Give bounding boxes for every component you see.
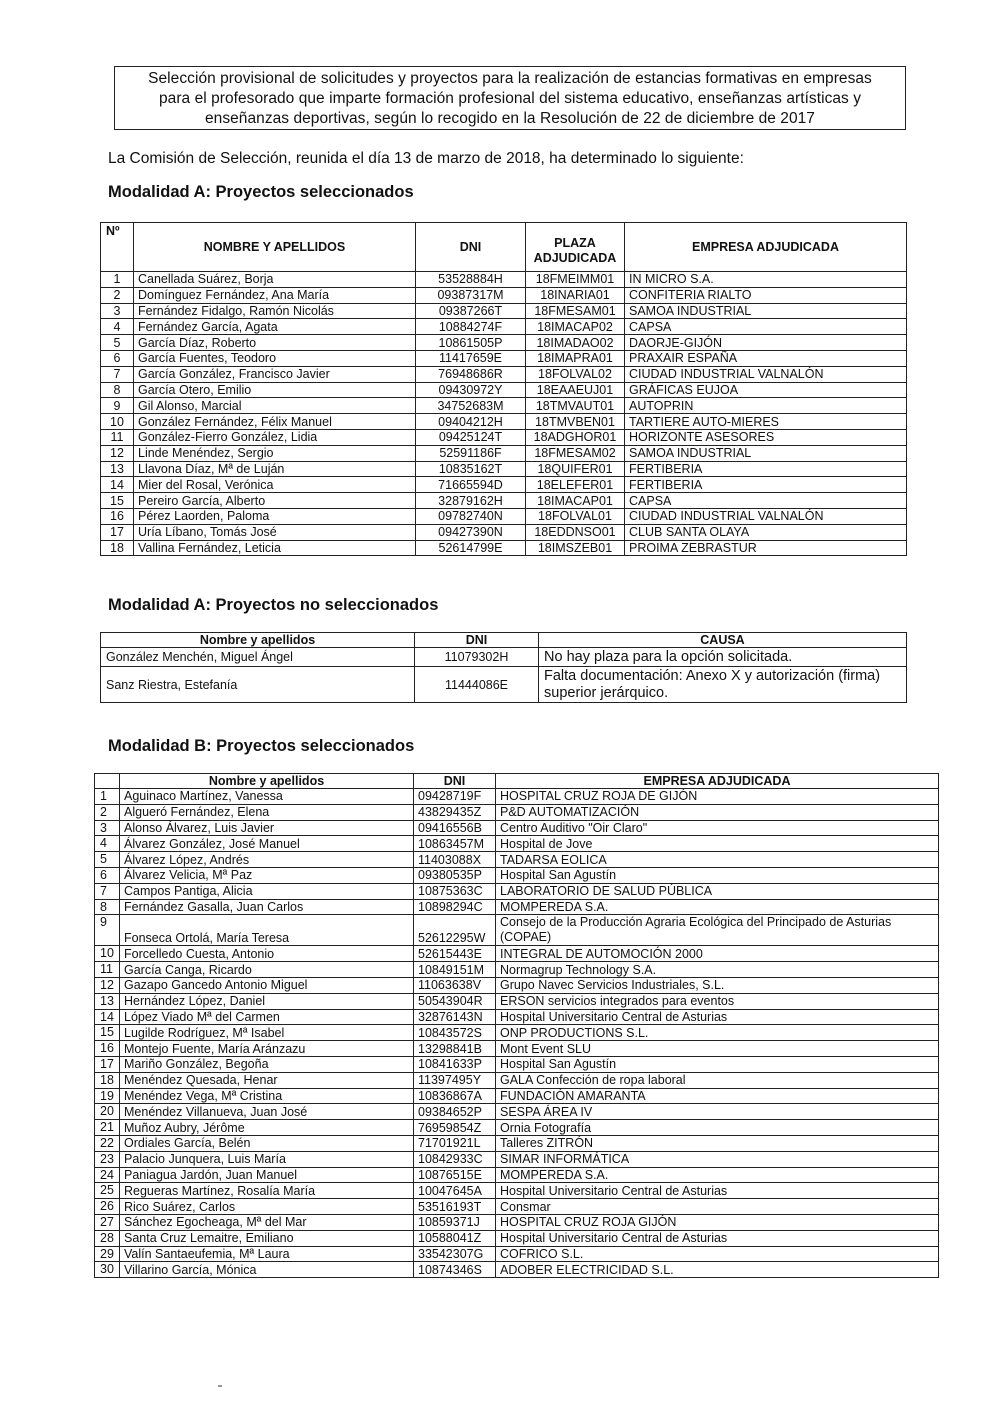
cell-no: 16 — [95, 1041, 120, 1057]
cell-dni: 10859371J — [414, 1214, 496, 1230]
cell-nombre: Álvarez López, Andrés — [120, 852, 414, 868]
cell-nombre: Montejo Fuente, María Aránzazu — [120, 1041, 414, 1057]
cell-empresa: SESPA ÁREA IV — [496, 1104, 939, 1120]
cell-dni: 10849151M — [414, 962, 496, 978]
cell-empresa: Hospital San Agustín — [496, 1056, 939, 1072]
cell-empresa: MOMPEREDA S.A. — [496, 1167, 939, 1183]
table-row — [95, 1262, 939, 1278]
cell-dni: 09428719F — [414, 789, 496, 805]
cell-dni: 32879162H — [416, 493, 526, 509]
cell-nombre: Gazapo Gancedo Antonio Miguel — [120, 977, 414, 993]
cell-empresa: Hospital Universitario Central de Asturias — [496, 1009, 939, 1025]
cell-no: 1 — [101, 272, 134, 288]
title-line-1: Selección provisional de solicitudes y proyectos para la realización de estancias formativas en empresas — [148, 70, 872, 87]
scan-artifact — [218, 1385, 222, 1387]
cell-nombre: Vallina Fernández, Leticia — [134, 540, 416, 556]
cell-nombre: Menéndez Villanueva, Juan José — [120, 1104, 414, 1120]
cell-no: 15 — [101, 493, 134, 509]
cell-no: 14 — [95, 1009, 120, 1025]
table-row — [101, 477, 907, 493]
cell-plaza: 18TMVAUT01 — [526, 398, 625, 414]
cell-nombre: Pérez Laorden, Paloma — [134, 508, 416, 524]
cell-empresa: COFRICO S.L. — [496, 1246, 939, 1262]
col-header-dni: DNI — [416, 223, 526, 272]
cell-no: 13 — [101, 461, 134, 477]
cell-dni: 71665594D — [416, 477, 526, 493]
cell-empresa: ERSON servicios integrados para eventos — [496, 993, 939, 1009]
cell-empresa: P&D AUTOMATIZACIÓN — [496, 804, 939, 820]
cell-dni: 11079302H — [415, 648, 539, 667]
cell-empresa: SAMOA INDUSTRIAL — [625, 303, 907, 319]
cell-empresa: DAORJE-GIJÓN — [625, 335, 907, 351]
cell-nombre: Santa Cruz Lemaitre, Emiliano — [120, 1230, 414, 1246]
cell-nombre: García Otero, Emilio — [134, 382, 416, 398]
cell-empresa: INTEGRAL DE AUTOMOCIÓN 2000 — [496, 946, 939, 962]
cell-plaza: 18IMSZEB01 — [526, 540, 625, 556]
cell-nombre: Uría Líbano, Tomás José — [134, 524, 416, 540]
col-header-no: Nº — [101, 223, 134, 272]
cell-nombre: Mier del Rosal, Verónica — [134, 477, 416, 493]
cell-no: 27 — [95, 1214, 120, 1230]
cell-dni: 33542307G — [414, 1246, 496, 1262]
cell-nombre: González-Fierro González, Lidia — [134, 429, 416, 445]
cell-dni: 76948686R — [416, 366, 526, 382]
cell-dni: 53528884H — [416, 272, 526, 288]
cell-plaza: 18IMACAP01 — [526, 493, 625, 509]
cell-empresa: Talleres ZITRÓN — [496, 1135, 939, 1151]
cell-dni: 10863457M — [414, 836, 496, 852]
cell-empresa: LABORATORIO DE SALUD PÚBLICA — [496, 883, 939, 899]
cell-no: 10 — [101, 414, 134, 430]
cell-nombre: Álvarez González, José Manuel — [120, 836, 414, 852]
cell-dni: 11417659E — [416, 350, 526, 366]
table-row — [101, 366, 907, 382]
cell-empresa: CAPSA — [625, 493, 907, 509]
cell-empresa: HORIZONTE ASESORES — [625, 429, 907, 445]
cell-no: 30 — [95, 1262, 120, 1278]
cell-empresa: CIUDAD INDUSTRIAL VALNALÓN — [625, 508, 907, 524]
cell-nombre: Domínguez Fernández, Ana María — [134, 287, 416, 303]
cell-nombre: Ordiales García, Belén — [120, 1135, 414, 1151]
table-row — [101, 319, 907, 335]
table-modalidad-a-no-seleccionados — [100, 632, 907, 703]
cell-dni: 52614799E — [416, 540, 526, 556]
cell-empresa: Grupo Navec Servicios Industriales, S.L. — [496, 977, 939, 993]
cell-empresa: PROIMA ZEBRASTUR — [625, 540, 907, 556]
table-row — [95, 962, 939, 978]
cell-plaza: 18IMACAP02 — [526, 319, 625, 335]
table-row — [95, 804, 939, 820]
cell-nombre: Sánchez Egocheaga, Mª del Mar — [120, 1214, 414, 1230]
col-header-empresa: EMPRESA ADJUDICADA — [496, 774, 939, 789]
cell-nombre: Lugilde Rodríguez, Mª Isabel — [120, 1025, 414, 1041]
cell-nombre: Algueró Fernández, Elena — [120, 804, 414, 820]
table-header-row — [95, 774, 939, 789]
cell-no: 28 — [95, 1230, 120, 1246]
table-row — [101, 648, 907, 667]
cell-no: 25 — [95, 1183, 120, 1199]
cell-nombre: Pereiro García, Alberto — [134, 493, 416, 509]
cell-empresa: ADOBER ELECTRICIDAD S.L. — [496, 1262, 939, 1278]
cell-no: 16 — [101, 508, 134, 524]
table-row — [95, 1246, 939, 1262]
cell-no: 8 — [95, 899, 120, 915]
cell-dni: 10884274F — [416, 319, 526, 335]
table-row — [95, 1151, 939, 1167]
cell-empresa: MOMPEREDA S.A. — [496, 899, 939, 915]
cell-plaza: 18FOLVAL01 — [526, 508, 625, 524]
cell-causa: No hay plaza para la opción solicitada. — [539, 648, 907, 667]
table-row — [95, 1214, 939, 1230]
cell-no: 6 — [101, 350, 134, 366]
col-header-dni: DNI — [414, 774, 496, 789]
cell-dni: 52591186F — [416, 445, 526, 461]
cell-nombre: Fonseca Ortolá, María Teresa — [120, 915, 414, 946]
cell-empresa: SIMAR INFORMÁTICA — [496, 1151, 939, 1167]
col-header-plaza: PLAZA ADJUDICADA — [526, 223, 625, 272]
cell-dni: 10047645A — [414, 1183, 496, 1199]
cell-dni: 09425124T — [416, 429, 526, 445]
cell-no: 5 — [101, 335, 134, 351]
cell-nombre: Muñoz Aubry, Jérôme — [120, 1120, 414, 1136]
table-row — [101, 287, 907, 303]
cell-dni: 09427390N — [416, 524, 526, 540]
cell-nombre: López Viado Mª del Carmen — [120, 1009, 414, 1025]
table-row — [95, 1183, 939, 1199]
table-row — [95, 1009, 939, 1025]
cell-plaza: 18TMVBEN01 — [526, 414, 625, 430]
cell-dni: 11444086E — [415, 667, 539, 703]
table-modalidad-a-seleccionados — [100, 222, 907, 556]
cell-nombre: Canellada Suárez, Borja — [134, 272, 416, 288]
table-row — [95, 946, 939, 962]
table-row — [95, 1135, 939, 1151]
cell-plaza: 18FOLVAL02 — [526, 366, 625, 382]
table-row — [95, 977, 939, 993]
cell-nombre: García González, Francisco Javier — [134, 366, 416, 382]
cell-dni: 09380535P — [414, 867, 496, 883]
cell-empresa: Ornia Fotografía — [496, 1120, 939, 1136]
cell-plaza: 18EAAEUJ01 — [526, 382, 625, 398]
cell-dni: 10861505P — [416, 335, 526, 351]
cell-no: 29 — [95, 1246, 120, 1262]
cell-plaza: 18INARIA01 — [526, 287, 625, 303]
cell-dni: 53516193T — [414, 1199, 496, 1215]
table-modalidad-b-seleccionados — [94, 773, 939, 1278]
table-row — [95, 993, 939, 1009]
cell-nombre: Palacio Junquera, Luis María — [120, 1151, 414, 1167]
cell-nombre: García Díaz, Roberto — [134, 335, 416, 351]
col-header-causa: CAUSA — [539, 633, 907, 648]
cell-nombre: González Fernández, Félix Manuel — [134, 414, 416, 430]
cell-nombre: Forcelledo Cuesta, Antonio — [120, 946, 414, 962]
table-row — [101, 493, 907, 509]
cell-nombre: Fernández García, Agata — [134, 319, 416, 335]
cell-empresa: ONP PRODUCTIONS S.L. — [496, 1025, 939, 1041]
col-header-nombre: Nombre y apellidos — [101, 633, 415, 648]
cell-empresa: Mont Event SLU — [496, 1041, 939, 1057]
cell-nombre: Campos Pantiga, Alicia — [120, 883, 414, 899]
cell-empresa: GRÁFICAS EUJOA — [625, 382, 907, 398]
cell-nombre: Regueras Martínez, Rosalía María — [120, 1183, 414, 1199]
table-row — [95, 1041, 939, 1057]
cell-no: 9 — [95, 915, 120, 946]
cell-no: 21 — [95, 1120, 120, 1136]
col-header-dni: DNI — [415, 633, 539, 648]
cell-nombre: Fernández Fidalgo, Ramón Nicolás — [134, 303, 416, 319]
cell-dni: 11403088X — [414, 852, 496, 868]
cell-dni: 13298841B — [414, 1041, 496, 1057]
cell-empresa: SAMOA INDUSTRIAL — [625, 445, 907, 461]
cell-no: 18 — [95, 1072, 120, 1088]
table-row — [101, 303, 907, 319]
cell-nombre: González Menchén, Miguel Ángel — [101, 648, 415, 667]
cell-plaza: 18EDDNSO01 — [526, 524, 625, 540]
table-row — [101, 667, 907, 703]
table-row — [101, 524, 907, 540]
cell-dni: 11063638V — [414, 977, 496, 993]
table-row — [101, 272, 907, 288]
cell-no: 17 — [101, 524, 134, 540]
cell-no: 17 — [95, 1056, 120, 1072]
cell-nombre: Menéndez Vega, Mª Cristina — [120, 1088, 414, 1104]
heading-modalidad-b-seleccionados: Modalidad B: Proyectos seleccionados — [108, 737, 415, 755]
cell-dni: 10875363C — [414, 883, 496, 899]
cell-no: 20 — [95, 1104, 120, 1120]
cell-dni: 10835162T — [416, 461, 526, 477]
table-row — [101, 508, 907, 524]
cell-empresa: TADARSA EOLICA — [496, 852, 939, 868]
cell-dni: 09387266T — [416, 303, 526, 319]
cell-no: 10 — [95, 946, 120, 962]
table-row — [101, 461, 907, 477]
cell-no: 22 — [95, 1135, 120, 1151]
cell-no: 24 — [95, 1167, 120, 1183]
cell-plaza: 18FMEIMM01 — [526, 272, 625, 288]
cell-empresa: Centro Auditivo "Oir Claro" — [496, 820, 939, 836]
cell-empresa: Consejo de la Producción Agraria Ecológica del Principado de Asturias (COPAE) — [496, 915, 939, 946]
table-row — [95, 1104, 939, 1120]
cell-empresa: IN MICRO S.A. — [625, 272, 907, 288]
cell-dni: 09416556B — [414, 820, 496, 836]
cell-dni: 10843572S — [414, 1025, 496, 1041]
table-row — [101, 382, 907, 398]
cell-empresa: HOSPITAL CRUZ ROJA GIJÓN — [496, 1214, 939, 1230]
cell-plaza: 18IMADAO02 — [526, 335, 625, 351]
table-row — [101, 414, 907, 430]
cell-dni: 09404212H — [416, 414, 526, 430]
cell-no: 1 — [95, 789, 120, 805]
table-row — [95, 789, 939, 805]
col-header-no — [95, 774, 120, 789]
cell-dni: 76959854Z — [414, 1120, 496, 1136]
cell-nombre: Sanz Riestra, Estefanía — [101, 667, 415, 703]
cell-empresa: PRAXAIR ESPAÑA — [625, 350, 907, 366]
cell-dni: 43829435Z — [414, 804, 496, 820]
cell-plaza: 18ADGHOR01 — [526, 429, 625, 445]
cell-nombre: Mariño González, Begoña — [120, 1056, 414, 1072]
title-line-2: para el profesorado que imparte formación profesional del sistema educativo, enseñanzas artísticas y — [158, 90, 861, 107]
cell-empresa: HOSPITAL CRUZ ROJA DE GIJÓN — [496, 789, 939, 805]
cell-no: 4 — [101, 319, 134, 335]
cell-nombre: Llavona Díaz, Mª de Luján — [134, 461, 416, 477]
cell-no: 4 — [95, 836, 120, 852]
cell-plaza: 18FMESAM01 — [526, 303, 625, 319]
table-row — [95, 836, 939, 852]
cell-dni: 34752683M — [416, 398, 526, 414]
cell-nombre: Paniagua Jardón, Juan Manuel — [120, 1167, 414, 1183]
cell-no: 14 — [101, 477, 134, 493]
cell-nombre: Aguinaco Martínez, Vanessa — [120, 789, 414, 805]
cell-dni: 32876143N — [414, 1009, 496, 1025]
cell-plaza: 18FMESAM02 — [526, 445, 625, 461]
cell-empresa: TARTIERE AUTO-MIERES — [625, 414, 907, 430]
cell-no: 7 — [95, 883, 120, 899]
cell-nombre: Villarino García, Mónica — [120, 1262, 414, 1278]
cell-dni: 09430972Y — [416, 382, 526, 398]
cell-dni: 10842933C — [414, 1151, 496, 1167]
table-row — [95, 867, 939, 883]
cell-nombre: Alonso Álvarez, Luis Javier — [120, 820, 414, 836]
table-header-row — [101, 223, 907, 272]
cell-empresa: CONFITERIA RIALTO — [625, 287, 907, 303]
cell-dni: 09384652P — [414, 1104, 496, 1120]
cell-dni: 10898294C — [414, 899, 496, 915]
cell-dni: 71701921L — [414, 1135, 496, 1151]
col-header-nombre: Nombre y apellidos — [120, 774, 414, 789]
cell-nombre: Linde Menéndez, Sergio — [134, 445, 416, 461]
heading-modalidad-a-no-seleccionados: Modalidad A: Proyectos no seleccionados — [108, 596, 439, 614]
cell-no: 8 — [101, 382, 134, 398]
cell-no: 9 — [101, 398, 134, 414]
cell-plaza: 18ELEFER01 — [526, 477, 625, 493]
cell-no: 3 — [101, 303, 134, 319]
cell-no: 11 — [95, 962, 120, 978]
cell-dni: 10836867A — [414, 1088, 496, 1104]
table-row — [101, 335, 907, 351]
table-row — [101, 429, 907, 445]
table-row — [101, 350, 907, 366]
table-row — [95, 1167, 939, 1183]
table-row — [95, 915, 939, 946]
cell-no: 6 — [95, 867, 120, 883]
cell-plaza: 18IMAPRA01 — [526, 350, 625, 366]
cell-empresa: CAPSA — [625, 319, 907, 335]
cell-nombre: García Canga, Ricardo — [120, 962, 414, 978]
cell-no: 13 — [95, 993, 120, 1009]
cell-empresa: CIUDAD INDUSTRIAL VALNALÓN — [625, 366, 907, 382]
table-row — [95, 1025, 939, 1041]
table-row — [95, 820, 939, 836]
cell-dni: 10874346S — [414, 1262, 496, 1278]
cell-plaza: 18QUIFER01 — [526, 461, 625, 477]
cell-nombre: Gil Alonso, Marcial — [134, 398, 416, 414]
cell-no: 3 — [95, 820, 120, 836]
table-row — [95, 899, 939, 915]
cell-empresa: Normagrup Technology S.A. — [496, 962, 939, 978]
cell-nombre: Valín Santaeufemia, Mª Laura — [120, 1246, 414, 1262]
cell-empresa: Hospital San Agustín — [496, 867, 939, 883]
table-row — [95, 1230, 939, 1246]
cell-dni: 10876515E — [414, 1167, 496, 1183]
cell-dni: 52612295W — [414, 915, 496, 946]
cell-empresa: FERTIBERIA — [625, 461, 907, 477]
cell-nombre: Rico Suárez, Carlos — [120, 1199, 414, 1215]
cell-empresa: GALA Confección de ropa laboral — [496, 1072, 939, 1088]
cell-empresa: Hospital Universitario Central de Asturias — [496, 1183, 939, 1199]
cell-no: 15 — [95, 1025, 120, 1041]
cell-no: 2 — [95, 804, 120, 820]
cell-no: 19 — [95, 1088, 120, 1104]
cell-nombre: Álvarez Velicia, Mª Paz — [120, 867, 414, 883]
cell-dni: 11397495Y — [414, 1072, 496, 1088]
col-header-nombre: NOMBRE Y APELLIDOS — [134, 223, 416, 272]
table-row — [95, 1072, 939, 1088]
table-row — [101, 540, 907, 556]
cell-empresa: Hospital de Jove — [496, 836, 939, 852]
heading-modalidad-a-seleccionados: Modalidad A: Proyectos seleccionados — [108, 183, 414, 201]
table-row — [95, 852, 939, 868]
table-row — [101, 398, 907, 414]
cell-empresa: Hospital Universitario Central de Asturias — [496, 1230, 939, 1246]
cell-dni: 50543904R — [414, 993, 496, 1009]
table-row — [95, 1088, 939, 1104]
cell-no: 5 — [95, 852, 120, 868]
cell-nombre: Fernández Gasalla, Juan Carlos — [120, 899, 414, 915]
cell-no: 7 — [101, 366, 134, 382]
cell-nombre: Hernández López, Daniel — [120, 993, 414, 1009]
cell-no: 18 — [101, 540, 134, 556]
cell-no: 23 — [95, 1151, 120, 1167]
cell-dni: 09782740N — [416, 508, 526, 524]
cell-no: 2 — [101, 287, 134, 303]
cell-no: 26 — [95, 1199, 120, 1215]
col-header-empresa: EMPRESA ADJUDICADA — [625, 223, 907, 272]
document-title-box — [114, 66, 906, 130]
cell-dni: 10588041Z — [414, 1230, 496, 1246]
title-line-3: enseñanzas deportivas, según lo recogido en la Resolución de 22 de diciembre de 2017 — [205, 110, 815, 127]
table-row — [95, 1199, 939, 1215]
cell-no: 12 — [101, 445, 134, 461]
cell-empresa: FERTIBERIA — [625, 477, 907, 493]
table-row — [95, 1120, 939, 1136]
table-row — [95, 1056, 939, 1072]
cell-no: 11 — [101, 429, 134, 445]
cell-empresa: AUTOPRIN — [625, 398, 907, 414]
cell-empresa: FUNDACIÓN AMARANTA — [496, 1088, 939, 1104]
cell-causa: Falta documentación: Anexo X y autorización (firma) superior jerárquico. — [539, 667, 907, 703]
intro-paragraph: La Comisión de Selección, reunida el día 13 de marzo de 2018, ha determinado lo siguiente: — [108, 150, 744, 167]
cell-empresa: CLUB SANTA OLAYA — [625, 524, 907, 540]
cell-empresa: Consmar — [496, 1199, 939, 1215]
cell-no: 12 — [95, 977, 120, 993]
table-header-row — [101, 633, 907, 648]
cell-nombre: Menéndez Quesada, Henar — [120, 1072, 414, 1088]
cell-dni: 10841633P — [414, 1056, 496, 1072]
table-row — [101, 445, 907, 461]
cell-dni: 52615443E — [414, 946, 496, 962]
table-row — [95, 883, 939, 899]
cell-dni: 09387317M — [416, 287, 526, 303]
cell-nombre: García Fuentes, Teodoro — [134, 350, 416, 366]
